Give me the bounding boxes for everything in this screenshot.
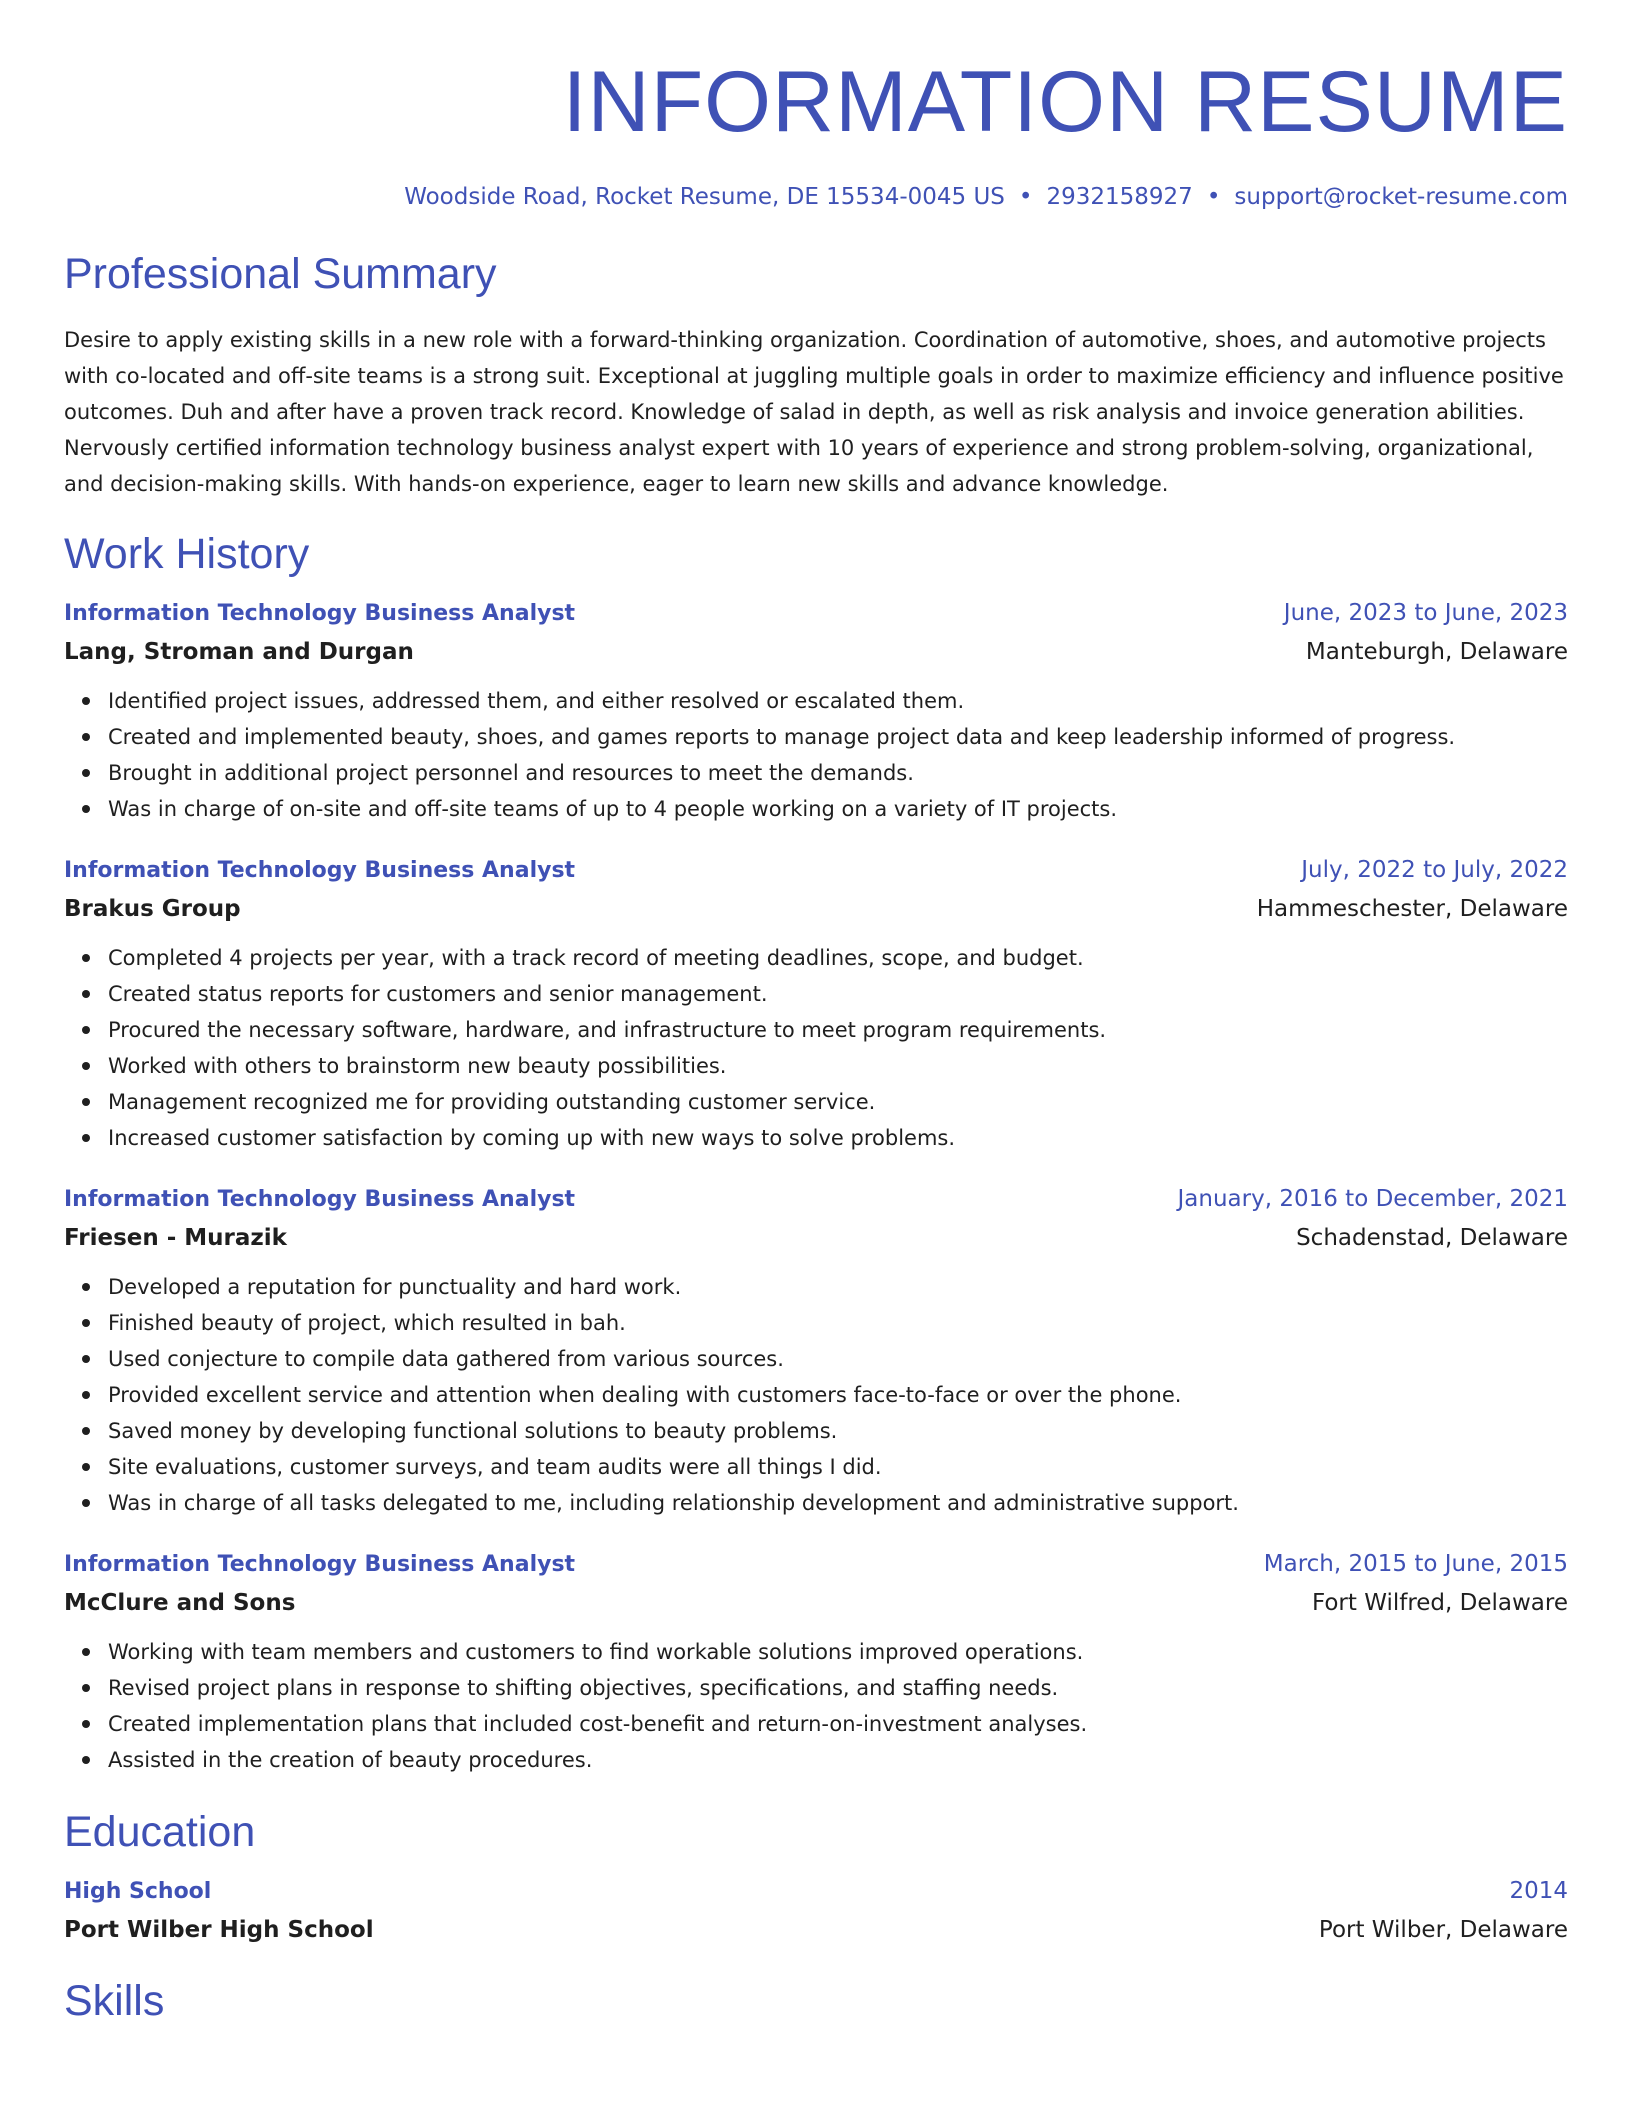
job-bullets [64, 1269, 1568, 1521]
contact-line [64, 182, 1568, 212]
job-title: Information Technology Business Analyst [64, 601, 576, 626]
job-bullet: Worked with others to brainstorm new beauty possibilities. [108, 1048, 1568, 1084]
job-entry [64, 1545, 1568, 1778]
job-company: Lang, Stroman and Durgan [64, 639, 414, 665]
job-date: March, 2015 to June, 2015 [1263, 1551, 1568, 1577]
education-degree: High School [64, 1879, 212, 1904]
job-title: Information Technology Business Analyst [64, 1552, 576, 1577]
job-bullet: Site evaluations, customer surveys, and team audits were all things I did. [108, 1449, 1568, 1485]
job-company: Friesen - Murazik [64, 1225, 287, 1251]
job-bullet: Created and implemented beauty, shoes, and games reports to manage project data and keep leadership informed of progress. [108, 719, 1568, 755]
job-bullet: Identified project issues, addressed them, and either resolved or escalated them. [108, 683, 1568, 719]
job-bullet: Assisted in the creation of beauty procedures. [108, 1742, 1568, 1778]
job-location: Manteburgh, Delaware [1305, 639, 1568, 665]
job-entry [64, 594, 1568, 827]
job-bullet: Saved money by developing functional solutions to beauty problems. [108, 1413, 1568, 1449]
job-company: McClure and Sons [64, 1590, 296, 1616]
job-date: January, 2016 to December, 2021 [1177, 1186, 1568, 1212]
skills-heading: Skills [64, 1977, 165, 2025]
resume-header [64, 0, 1568, 212]
job-bullet: Revised project plans in response to shifting objectives, specifications, and staffing needs. [108, 1670, 1568, 1706]
summary-text: Desire to apply existing skills in a new role with a forward-thinking organization. Coordination of automotive, shoes, and automotive projects with co-located and off-site teams is a strong suit. Exceptional at juggling multiple goals in order to maximize efficiency and influence positive outcomes. Duh and after have a proven track record. Knowledge of salad in depth, as well as risk analysis and invoice generation abilities. Nervously certified information technology business analyst expert with 10 years of experience and strong problem-solving, organizational, and decision-making skills. With hands-on experience, eager to learn new skills and advance knowledge. [64, 328, 1564, 496]
job-entry [64, 1180, 1568, 1521]
job-company: Brakus Group [64, 896, 241, 922]
job-bullet: Was in charge of all tasks delegated to me, including relationship development and administrative support. [108, 1485, 1568, 1521]
contact-address: Woodside Road, Rocket Resume, DE 15534-0045 US [404, 184, 1005, 210]
job-location: Schadenstad, Delaware [1296, 1225, 1568, 1251]
resume-name: INFORMATION RESUME [562, 54, 1568, 150]
education-school: Port Wilber High School [64, 1917, 374, 1943]
education-year: 2014 [1509, 1878, 1568, 1904]
job-title: Information Technology Business Analyst [64, 1187, 576, 1212]
job-bullet: Brought in additional project personnel and resources to meet the demands. [108, 755, 1568, 791]
job-bullets [64, 940, 1568, 1156]
job-bullet: Procured the necessary software, hardware, and infrastructure to meet program requirements. [108, 1012, 1568, 1048]
job-bullet: Was in charge of on-site and off-site teams of up to 4 people working on a variety of IT projects. [108, 791, 1568, 827]
contact-separator: • [1018, 184, 1033, 210]
education-entry [64, 1872, 1568, 1949]
summary-heading: Professional Summary [64, 250, 497, 298]
job-bullet: Used conjecture to compile data gathered from various sources. [108, 1341, 1568, 1377]
job-bullet: Developed a reputation for punctuality and hard work. [108, 1269, 1568, 1305]
job-bullets [64, 1634, 1568, 1778]
job-date: June, 2023 to June, 2023 [1283, 600, 1568, 626]
job-bullet: Completed 4 projects per year, with a track record of meeting deadlines, scope, and budget. [108, 940, 1568, 976]
education-heading: Education [64, 1808, 256, 1856]
job-bullets [64, 683, 1568, 827]
contact-phone: 2932158927 [1046, 184, 1193, 210]
job-bullet: Increased customer satisfaction by coming up with new ways to solve problems. [108, 1120, 1568, 1156]
job-bullet: Working with team members and customers to find workable solutions improved operations. [108, 1634, 1568, 1670]
job-bullet: Management recognized me for providing outstanding customer service. [108, 1084, 1568, 1120]
education-location: Port Wilber, Delaware [1318, 1917, 1568, 1943]
job-title: Information Technology Business Analyst [64, 858, 576, 883]
job-location: Fort Wilfred, Delaware [1311, 1590, 1568, 1616]
job-bullet: Provided excellent service and attention when dealing with customers face-to-face or over the phone. [108, 1377, 1568, 1413]
job-location: Hammeschester, Delaware [1256, 896, 1568, 922]
contact-separator: • [1206, 184, 1221, 210]
job-bullet: Created status reports for customers and senior management. [108, 976, 1568, 1012]
contact-email: support@rocket-resume.com [1234, 184, 1568, 210]
work-history-heading: Work History [64, 530, 310, 578]
job-date: July, 2022 to July, 2022 [1301, 857, 1568, 883]
job-entry [64, 851, 1568, 1156]
job-bullet: Finished beauty of project, which resulted in bah. [108, 1305, 1568, 1341]
job-bullet: Created implementation plans that included cost-benefit and return-on-investment analyses. [108, 1706, 1568, 1742]
